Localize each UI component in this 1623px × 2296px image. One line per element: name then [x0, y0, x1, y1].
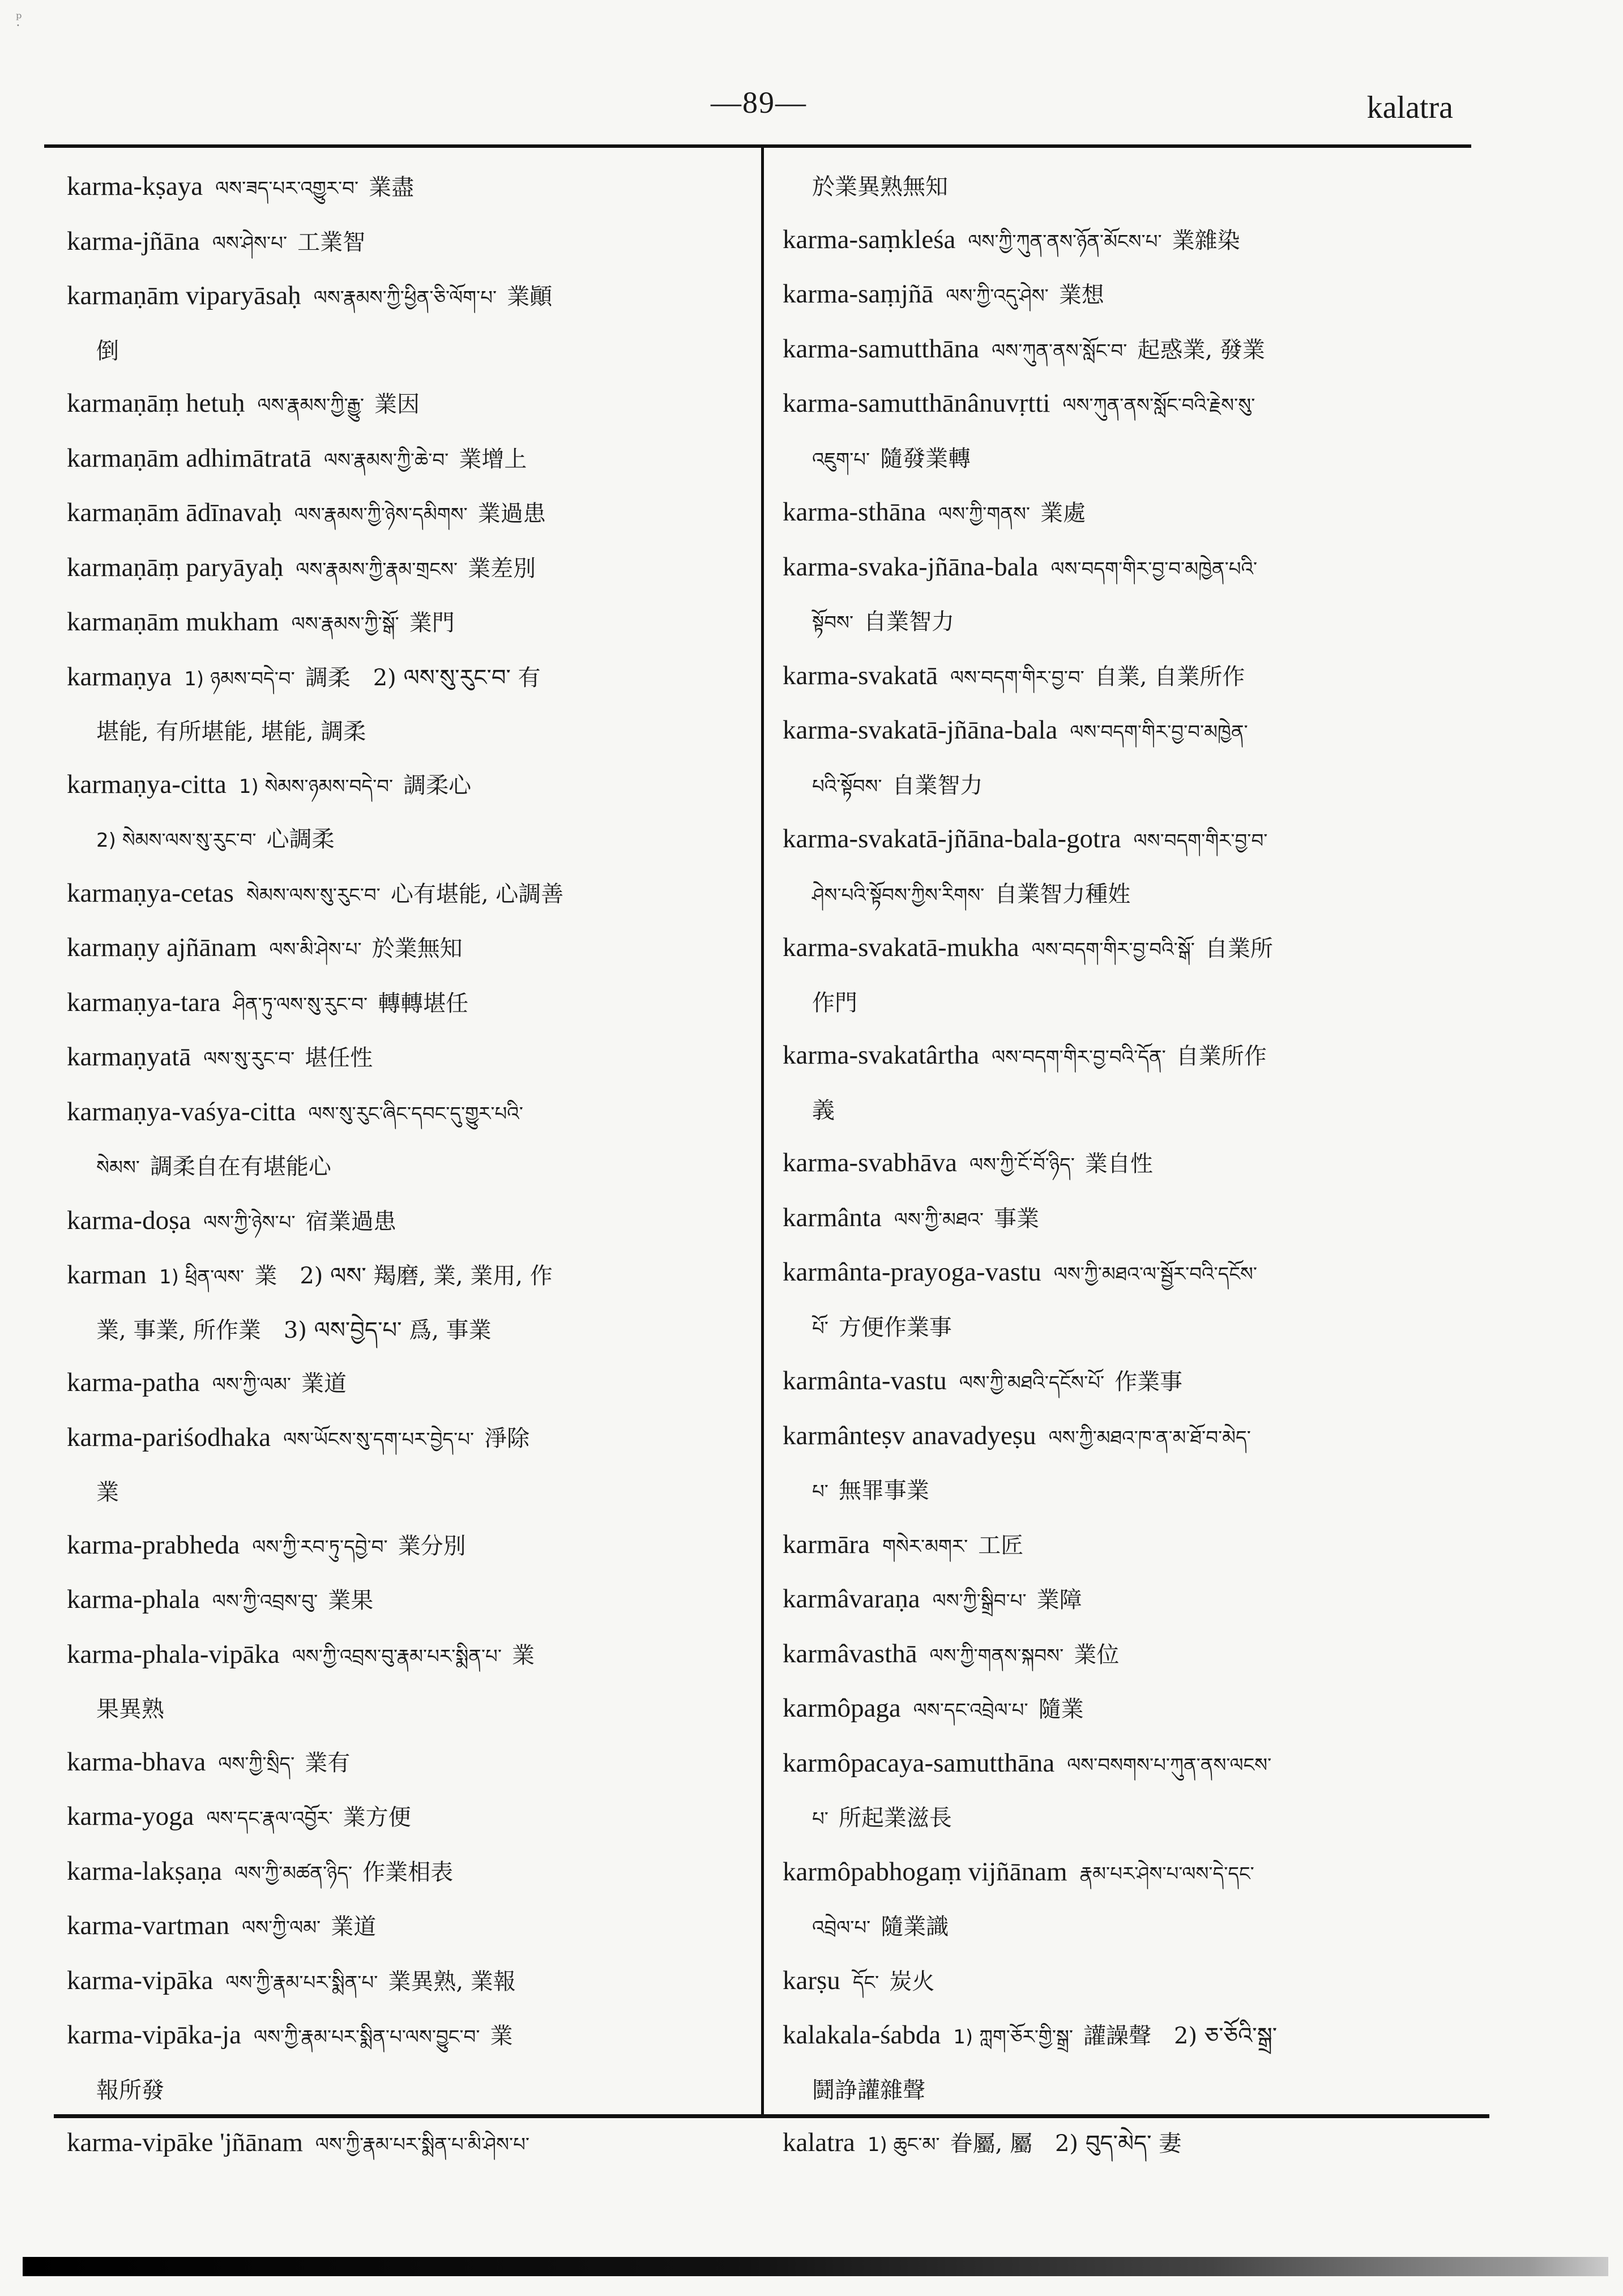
dictionary-entry	[783, 1192, 1451, 1247]
tibetan-text: 1) ཆུང་མ་	[867, 2133, 940, 2156]
dictionary-entry	[67, 1954, 732, 2009]
headword: karma-svakatârtha	[783, 1040, 980, 1070]
headword: karma-samutthānânuvṛtti	[783, 389, 1050, 418]
headword: karman	[67, 1260, 147, 1290]
entry-continuation	[783, 2064, 1451, 2117]
tibetan-text: ལས་ཀྱི་འབྲས་བུ་	[212, 1590, 318, 1613]
tibetan-text: ལས་ཀྱི་ལམ་	[212, 1373, 292, 1396]
chinese-gloss: 調柔自在有堪能心	[150, 1154, 331, 1180]
chinese-gloss: 宿業過患	[305, 1208, 396, 1235]
dictionary-entry	[783, 1355, 1451, 1410]
tibetan-text: ལས་བདག་གིར་བྱ་བ་མཁྱེན་པའི་	[1050, 557, 1258, 581]
headword: karma-svakatā-mukha	[783, 933, 1019, 962]
chinese-gloss: 業異熟, 業報	[388, 1968, 516, 1995]
tibetan-text: སྟོབས་	[812, 612, 854, 634]
dictionary-entry	[783, 323, 1451, 378]
headword: karma-vipāka-ja	[67, 2020, 241, 2050]
tibetan-text: ལས་ཀྱི་ངོ་བོ་ཉིད་	[969, 1154, 1075, 1176]
tibetan-text: ལས་ཀྱི་རྣམ་པར་སྨིན་པ་ལས་བྱུང་བ་	[253, 2026, 480, 2049]
tibetan-text: ལས་རྣམས་ཀྱི་རྒྱུ་	[257, 394, 364, 417]
tibetan-text: པའི་སྟོབས་	[812, 775, 882, 798]
dictionary-entry	[67, 215, 732, 270]
tibetan-text: 1) ཀླག་ཅོར་གྱི་སྒྲ་	[953, 2026, 1074, 2049]
chinese-gloss: 業方便	[343, 1804, 411, 1830]
dictionary-entry	[783, 1029, 1451, 1084]
headword: karma-vipāke 'jñānam	[67, 2128, 303, 2157]
dictionary-entry	[67, 1249, 732, 1304]
dictionary-entry	[783, 1628, 1451, 1683]
headword: karmâvasthā	[783, 1638, 917, 1668]
tibetan-text: སེམས་ལས་སུ་རུང་བ་	[246, 884, 381, 907]
chinese-gloss: 自業, 自業所作	[1094, 663, 1245, 690]
headword: kalakala-śabda	[783, 2020, 941, 2050]
chinese-gloss: 業增上	[459, 446, 527, 472]
headword: karma-saṃjñā	[783, 279, 934, 309]
dictionary-entry	[67, 1573, 732, 1628]
tibetan-text: ལས་ཀྱི་མཐའ་ཁ་ན་མ་ཐོ་བ་མེད་	[1048, 1426, 1251, 1449]
entry-continuation	[783, 1084, 1451, 1137]
dictionary-entry	[783, 704, 1451, 759]
chinese-gloss: 作業相表	[362, 1859, 454, 1885]
chinese-gloss: 業, 事業, 所作業 3) ལས་བྱེད་པ་ 爲, 事業	[96, 1317, 492, 1343]
dictionary-entry	[67, 1519, 732, 1574]
headword: karma-saṃkleśa	[783, 224, 956, 254]
chinese-gloss: 自業所作	[1176, 1043, 1267, 1069]
dictionary-entry	[67, 2116, 732, 2171]
tibetan-text: ལས་ཀུན་ནས་སློང་བ་	[992, 339, 1127, 362]
dictionary-entry	[67, 1411, 732, 1466]
dictionary-entry	[67, 432, 732, 487]
chinese-gloss: 所起業滋長	[838, 1805, 952, 1831]
tibetan-text: ལས་ཤེས་པ་	[212, 232, 288, 255]
tibetan-text: ལས་སུ་རུང་བ་	[203, 1048, 295, 1070]
dictionary-entry	[67, 1845, 732, 1900]
tibetan-text: དོང་	[852, 1971, 879, 1994]
chinese-gloss: 業盡	[369, 174, 415, 200]
dictionary-entry	[67, 921, 732, 976]
headword: karma-svakatā	[783, 660, 938, 690]
chinese-gloss: 業雜染	[1172, 227, 1240, 254]
dictionary-entry	[67, 160, 732, 215]
tibetan-text: ལས་སུ་རུང་ཞིང་དབང་དུ་གྱུར་པའི་	[308, 1102, 523, 1125]
chinese-gloss: 自業智力種姓	[994, 881, 1131, 907]
tibetan-text: ལས་ཀྱི་གནས་སྐབས་	[929, 1644, 1064, 1667]
dictionary-entry	[783, 1954, 1451, 2009]
entry-continuation	[783, 432, 1451, 486]
entry-continuation	[783, 1900, 1451, 1954]
headword: karma-svakatā-jñāna-bala-gotra	[783, 824, 1121, 853]
dictionary-entry	[783, 813, 1451, 868]
headword: karmaṇām adhimātratā	[67, 443, 311, 473]
headword: karmaṇyatā	[67, 1042, 191, 1072]
headword: karma-svabhāva	[783, 1148, 957, 1177]
entry-continuation	[783, 160, 1451, 214]
chinese-gloss: 業道	[301, 1371, 347, 1397]
entry-continuation	[783, 976, 1451, 1030]
bottom-rule	[54, 2114, 1489, 2118]
entry-continuation	[67, 705, 732, 758]
headword: karma-prabheda	[67, 1530, 240, 1560]
tibetan-text: ལས་རྣམས་ཀྱི་རྣམ་གྲངས་	[296, 558, 458, 581]
tibetan-text: པ་	[812, 1480, 828, 1503]
chinese-gloss: 自業所	[1205, 936, 1273, 962]
chinese-gloss: 淨除	[484, 1425, 530, 1452]
headword: karma-phala-vipāka	[67, 1639, 280, 1669]
dictionary-entry	[783, 2116, 1451, 2171]
tibetan-text: ལས་ཀྱི་འདུ་ཤེས་	[946, 285, 1049, 308]
headword: karma-yoga	[67, 1802, 194, 1831]
chinese-gloss: 讙譟聲 2) ཅ་ཅོའི་སྒྲ་	[1083, 2023, 1278, 2049]
headword: karmaṇya-vaśya-citta	[67, 1096, 296, 1126]
tibetan-text: ལས་ཀུན་ནས་སློང་བའི་རྗེས་སུ་	[1062, 394, 1255, 417]
headword: karma-kṣaya	[67, 172, 203, 201]
headword: karmaṇām viparyāsaḥ	[67, 281, 301, 310]
headword: karmaṇāṃ paryāyaḥ	[67, 552, 284, 582]
dictionary-entry	[783, 1682, 1451, 1737]
chinese-gloss: 堪能, 有所堪能, 堪能, 調柔	[96, 719, 366, 745]
headword: karmaṇy ajñānam	[67, 933, 257, 962]
chinese-gloss: 業果	[328, 1587, 374, 1614]
chinese-gloss: 業	[96, 1479, 119, 1505]
headword: karmânta-vastu	[783, 1366, 947, 1395]
chinese-gloss: 業想	[1058, 282, 1104, 308]
chinese-gloss: 堪任性	[305, 1045, 373, 1071]
tibetan-text: ལས་ཀྱི་རྣམ་པར་སྨིན་པ་	[225, 1971, 378, 1994]
tibetan-text: འབྲེལ་པ་	[812, 1917, 871, 1939]
chinese-gloss: 業道	[331, 1914, 377, 1940]
top-rule	[44, 144, 1471, 148]
headword: kalatra	[783, 2128, 855, 2157]
headword: karmāra	[783, 1529, 870, 1559]
chinese-gloss: 隨發業轉	[880, 445, 971, 472]
headword: karmaṇya	[67, 662, 172, 692]
headword: karmaṇya-tara	[67, 987, 221, 1017]
headword: karma-sthāna	[783, 497, 926, 527]
chinese-gloss: 業	[512, 1642, 535, 1668]
dictionary-entry	[67, 1736, 732, 1791]
scan-edge-bar	[23, 2257, 1608, 2276]
tibetan-text: ལས་ཀྱི་ལམ་	[242, 1917, 321, 1939]
dictionary-entry	[783, 1246, 1451, 1301]
dictionary-entry	[67, 486, 732, 541]
entry-continuation	[783, 595, 1451, 650]
headword: karma-lakṣaṇa	[67, 1856, 223, 1886]
tibetan-text: ལས་ཀྱི་རྣམ་པར་སྨིན་པ་མི་ཤེས་པ་	[315, 2133, 530, 2156]
chinese-gloss: 於業異熟無知	[812, 174, 948, 200]
headword: karma-pariśodhaka	[67, 1422, 271, 1452]
tibetan-text: ལས་ཀྱི་ཉེས་པ་	[203, 1211, 296, 1234]
dictionary-entry	[67, 596, 732, 651]
dictionary-entry	[783, 268, 1451, 323]
entry-continuation	[783, 868, 1451, 922]
chinese-gloss: 義	[812, 1097, 835, 1124]
headword: karmaṇām mukham	[67, 607, 279, 637]
headword: karma-samutthāna	[783, 334, 980, 364]
chinese-gloss: 業位	[1074, 1641, 1120, 1668]
headword: karma-patha	[67, 1368, 200, 1397]
running-head: kalatra	[1366, 90, 1453, 125]
chinese-gloss: 工匠	[978, 1532, 1024, 1559]
tibetan-text: ལས་ཀྱི་སྒྲིབ་པ་	[932, 1590, 1027, 1612]
entry-continuation	[67, 325, 732, 378]
chinese-gloss: 果異熟	[96, 1696, 164, 1722]
dictionary-entry	[783, 921, 1451, 976]
tibetan-text: 2) སེམས་ལས་སུ་རུང་བ་	[96, 829, 257, 852]
entry-continuation	[783, 1464, 1451, 1518]
dictionary-entry	[67, 1356, 732, 1411]
chinese-gloss: 作業事	[1114, 1369, 1183, 1395]
entry-continuation	[67, 1140, 732, 1194]
chinese-gloss: 業	[490, 2023, 513, 2049]
chinese-gloss: 業顚	[507, 284, 553, 310]
headword: karmaṇām ādīnavaḥ	[67, 498, 282, 527]
dictionary-entry	[67, 1628, 732, 1683]
chinese-gloss: 炭火	[889, 1968, 935, 1995]
headword: karmânta	[783, 1202, 882, 1232]
dictionary-entry	[783, 1573, 1451, 1628]
chinese-gloss: 業門	[409, 610, 455, 636]
headword: karma-svakatā-jñāna-bala	[783, 715, 1058, 745]
dictionary-entry	[67, 758, 732, 813]
tibetan-text: གསེར་མགར་	[882, 1535, 968, 1558]
chinese-gloss: 眷屬, 屬 2) བུད་མེད་ 妻	[950, 2131, 1182, 2157]
headword: karma-bhava	[67, 1747, 206, 1777]
headword: karma-jñāna	[67, 226, 200, 256]
dictionary-entry	[67, 651, 732, 706]
chinese-gloss: 業差別	[468, 555, 536, 582]
tibetan-text: ལས་བདག་གིར་བྱ་བའི་དོན་	[992, 1046, 1166, 1069]
dictionary-entry	[67, 1086, 732, 1141]
chinese-gloss: 業分別	[398, 1533, 466, 1559]
chinese-gloss: 隨業	[1038, 1696, 1084, 1722]
tibetan-text: ལས་ཀྱི་འབྲས་བུ་རྣམ་པར་སྨིན་པ་	[292, 1645, 502, 1668]
page-number: —89—	[711, 86, 807, 120]
tibetan-text: པ་	[812, 1808, 828, 1830]
tibetan-text: ལས་ཟད་པར་འགྱུར་བ་	[215, 177, 359, 200]
headword: karmâvaraṇa	[783, 1584, 920, 1614]
chinese-gloss: 心有堪能, 心調善	[390, 881, 564, 907]
tibetan-text: ལས་ཀྱི་མཐའ་	[894, 1208, 984, 1231]
chinese-gloss: 報所發	[96, 2077, 164, 2103]
scan-corner-mark: ᵖ̣	[16, 10, 22, 27]
dictionary-entry	[783, 1518, 1451, 1573]
chinese-gloss: 業處	[1040, 500, 1086, 526]
chinese-gloss: 業障	[1036, 1587, 1082, 1613]
headword: karmôpabhogaṃ vijñānam	[783, 1857, 1067, 1887]
dictionary-entry	[783, 1137, 1451, 1192]
tibetan-text: ལས་དང་རྣལ་འབྱོར་	[206, 1807, 333, 1830]
chinese-gloss: 業因	[374, 391, 420, 417]
headword: karmânteṣv anavadyeṣu	[783, 1420, 1036, 1450]
tibetan-text: ལས་རྣམས་ཀྱི་སྒོ་	[291, 613, 399, 635]
chinese-gloss: 隨業識	[881, 1914, 949, 1940]
entry-continuation	[67, 1304, 732, 1357]
tibetan-text: ལས་ཀྱི་སྲིད་	[218, 1752, 295, 1776]
tibetan-text: ལས་བསགས་པ་ཀུན་ནས་ལངས་	[1067, 1753, 1272, 1777]
headword: karma-doṣa	[67, 1205, 191, 1235]
chinese-gloss: 工業智	[297, 229, 366, 255]
chinese-gloss: 調柔心	[403, 772, 472, 799]
tibetan-text: ལས་བདག་གིར་བྱ་བ་	[950, 666, 1084, 689]
headword: karma-vipāka	[67, 1965, 213, 1995]
headword: karmânta-prayoga-vastu	[783, 1257, 1041, 1287]
dictionary-entry	[67, 2009, 732, 2064]
chinese-gloss: 業自性	[1084, 1151, 1153, 1177]
chinese-gloss: 方便作業事	[838, 1314, 952, 1341]
dictionary-entry	[67, 1790, 732, 1845]
headword: karmaṇāṃ hetuḥ	[67, 389, 245, 418]
headword: karṣu	[783, 1965, 840, 1995]
chinese-gloss: 倒	[96, 338, 119, 364]
dictionary-entry	[67, 541, 732, 596]
entry-continuation	[67, 1466, 732, 1519]
chinese-gloss: 轉轉堪任	[378, 990, 469, 1017]
headword: karma-svaka-jñāna-bala	[783, 552, 1039, 582]
dictionary-entry	[67, 1031, 732, 1086]
chinese-gloss: 作門	[812, 989, 857, 1016]
tibetan-text: སེམས་	[96, 1156, 140, 1179]
chinese-gloss: 無罪事業	[838, 1478, 929, 1504]
dictionary-entry	[67, 1194, 732, 1249]
tibetan-text: ལས་བདག་གིར་བྱ་བ་མཁྱེན་	[1070, 721, 1248, 744]
entry-continuation	[67, 2064, 732, 2117]
headword: karmôpaga	[783, 1693, 901, 1723]
entry-continuation	[67, 813, 732, 867]
left-column	[67, 160, 732, 2171]
headword: karmaṇya-cetas	[67, 878, 234, 908]
tibetan-text: ལས་ཀྱི་མཐའ་ལ་སྦྱོར་བའི་དངོས་	[1053, 1263, 1258, 1286]
headword: karma-vartman	[67, 1911, 230, 1940]
tibetan-text: ལས་བདག་གིར་བྱ་བ་	[1133, 830, 1268, 852]
tibetan-text: ལས་མི་ཤེས་པ་	[269, 938, 362, 961]
chinese-gloss: 自業智力	[864, 609, 955, 635]
tibetan-text: ཤེས་པའི་སྟོབས་ཀྱིས་རིགས་	[812, 884, 985, 907]
tibetan-text: 1) ཕྲིན་ལས་	[159, 1266, 245, 1288]
tibetan-text: ལས་རྣམས་ཀྱི་ཕྱིན་ཅི་ལོག་པ་	[313, 287, 497, 309]
entry-continuation	[67, 1683, 732, 1736]
chinese-gloss: 業有	[305, 1749, 351, 1776]
dictionary-entry	[783, 486, 1451, 541]
tibetan-text: ལས་རྣམས་ཀྱི་ཉེས་དམིགས་	[294, 503, 468, 526]
dictionary-entry	[783, 650, 1451, 705]
tibetan-text: ཤིན་ཏུ་ལས་སུ་རུང་བ་	[233, 993, 368, 1016]
tibetan-text: ལས་ཡོངས་སུ་དག་པར་བྱེད་པ་	[283, 1428, 475, 1451]
chinese-gloss: 調柔 2) ལས་སུ་རུང་བ་ 有	[305, 664, 541, 691]
headword: karmaṇya-citta	[67, 769, 227, 799]
tibetan-text: ལས་ཀྱི་ཀུན་ནས་ཉོན་མོངས་པ་	[968, 230, 1162, 253]
column-divider	[761, 146, 764, 2116]
entry-continuation	[783, 759, 1451, 813]
entry-continuation	[783, 1791, 1451, 1846]
chinese-gloss: 起惑業, 發業	[1137, 336, 1265, 363]
tibetan-text: 1) ཉམས་བདེ་བ་	[184, 667, 295, 690]
entry-continuation	[783, 1301, 1451, 1355]
dictionary-entry	[67, 377, 732, 432]
dictionary-entry	[783, 1737, 1451, 1792]
chinese-gloss: 於業無知	[371, 936, 463, 962]
chinese-gloss: 鬪諍讙雜聲	[812, 2077, 925, 2103]
chinese-gloss: 心調柔	[266, 826, 335, 852]
headword: karma-phala	[67, 1585, 200, 1614]
dictionary-entry	[783, 2009, 1451, 2064]
dictionary-entry	[783, 541, 1451, 596]
dictionary-entry	[67, 1900, 732, 1954]
dictionary-entry	[783, 1846, 1451, 1901]
headword: karmôpacaya-samutthāna	[783, 1748, 1055, 1778]
tibetan-text: ལས་རྣམས་ཀྱི་ཆེ་བ་	[323, 449, 449, 472]
tibetan-text: ལས་དང་འབྲེལ་པ་	[913, 1699, 1028, 1722]
dictionary-entry	[783, 1410, 1451, 1465]
tibetan-text: རྣམ་པར་ཤེས་པ་ལས་དེ་དང་	[1079, 1862, 1254, 1885]
tibetan-text: ལས་ཀྱི་མཐའི་དངོས་པོ་	[959, 1372, 1105, 1394]
tibetan-text: ལས་ཀྱི་རབ་ཏུ་དབྱེ་བ་	[252, 1535, 388, 1559]
tibetan-text: པོ་	[812, 1317, 828, 1340]
chinese-gloss: 自業智力	[892, 772, 983, 799]
chinese-gloss: 業 2) ལས་ 羯磨, 業, 業用, 作	[254, 1263, 553, 1289]
dictionary-entry	[783, 214, 1451, 268]
dictionary-entry	[67, 867, 732, 922]
tibetan-text: ལས་ཀྱི་མཚན་ཉིད་	[234, 1862, 353, 1885]
tibetan-text: འཇུག་པ་	[812, 448, 870, 471]
right-column	[783, 160, 1451, 2171]
dictionary-entry	[67, 270, 732, 325]
tibetan-text: 1) སེམས་ཉམས་བདེ་བ་	[238, 775, 394, 798]
chinese-gloss: 事業	[994, 1205, 1039, 1232]
dictionary-entry	[783, 377, 1451, 432]
tibetan-text: ལས་བདག་གིར་བྱ་བའི་སྒོ་	[1031, 938, 1195, 961]
chinese-gloss: 業過患	[477, 501, 546, 527]
tibetan-text: ལས་ཀྱི་གནས་	[938, 503, 1031, 526]
dictionary-entry	[67, 976, 732, 1031]
